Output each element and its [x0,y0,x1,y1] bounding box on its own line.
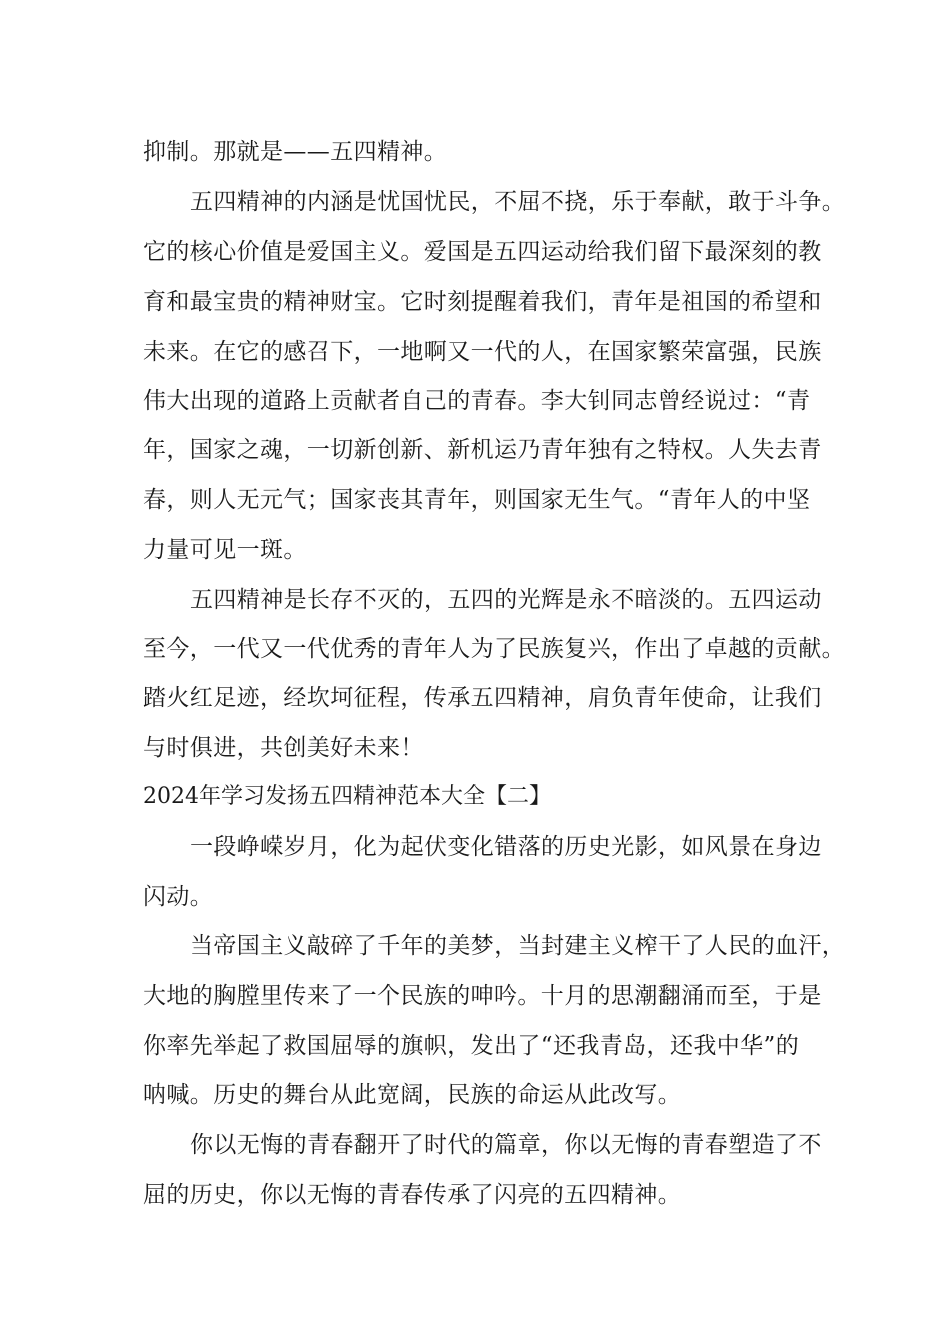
paragraph-line: 闪动。 [143,884,214,910]
paragraph-line: 呐喊。历史的舞台从此宽阔，民族的命运从此改写。 [143,1082,682,1108]
paragraph-line: 你以无悔的青春翻开了时代的篇章，你以无悔的青春塑造了不 [190,1132,822,1158]
paragraph-line: 踏火红足迹，经坎坷征程，传承五四精神，肩负青年使命，让我们 [143,685,822,711]
section-heading: 2024年学习发扬五四精神范本大全【二】 [143,784,551,809]
paragraph-line: 与时俱进，共创美好未来！ [143,735,424,761]
paragraph-line: 力量可见一斑。 [143,537,307,563]
paragraph-line: 五四精神是长存不灭的，五四的光辉是永不暗淡的。五四运动 [190,587,822,613]
paragraph-line: 育和最宝贵的精神财宝。它时刻提醒着我们，青年是祖国的希望和 [143,289,822,315]
paragraph-line: 一段峥嵘岁月，化为起伏变化错落的历史光影，如风景在身边 [190,834,822,860]
paragraph-line: 大地的胸膛里传来了一个民族的呻吟。十月的思潮翻涌而至，于是 [143,983,822,1009]
paragraph-line: 它的核心价值是爱国主义。爱国是五四运动给我们留下最深刻的教 [143,239,822,265]
paragraph-line: 年，国家之魂，一切新创新、新机运乃青年独有之特权。人失去青 [143,437,822,463]
paragraph-line: 屈的历史，你以无悔的青春传承了闪亮的五四精神。 [143,1182,682,1208]
paragraph-line: 抑制。那就是——五四精神。 [143,139,448,165]
paragraph-line: 春，则人无元气；国家丧其青年，则国家无生气。“青年人的中坚 [143,487,811,513]
paragraph-line: 你率先举起了救国屈辱的旗帜，发出了“还我青岛，还我中华”的 [143,1033,800,1059]
paragraph-line: 五四精神的内涵是忧国忧民，不屈不挠，乐于奉献，敢于斗争。 [190,189,846,215]
paragraph-line: 未来。在它的感召下，一地啊又一代的人，在国家繁荣富强，民族 [143,339,822,365]
paragraph-line: 当帝国主义敲碎了千年的美梦，当封建主义榨干了人民的血汗， [190,933,846,959]
paragraph-line: 至今，一代又一代优秀的青年人为了民族复兴，作出了卓越的贡献。 [143,636,845,662]
paragraph-line: 伟大出现的道路上贡献者自己的青春。李大钊同志曾经说过：“青 [143,388,811,414]
